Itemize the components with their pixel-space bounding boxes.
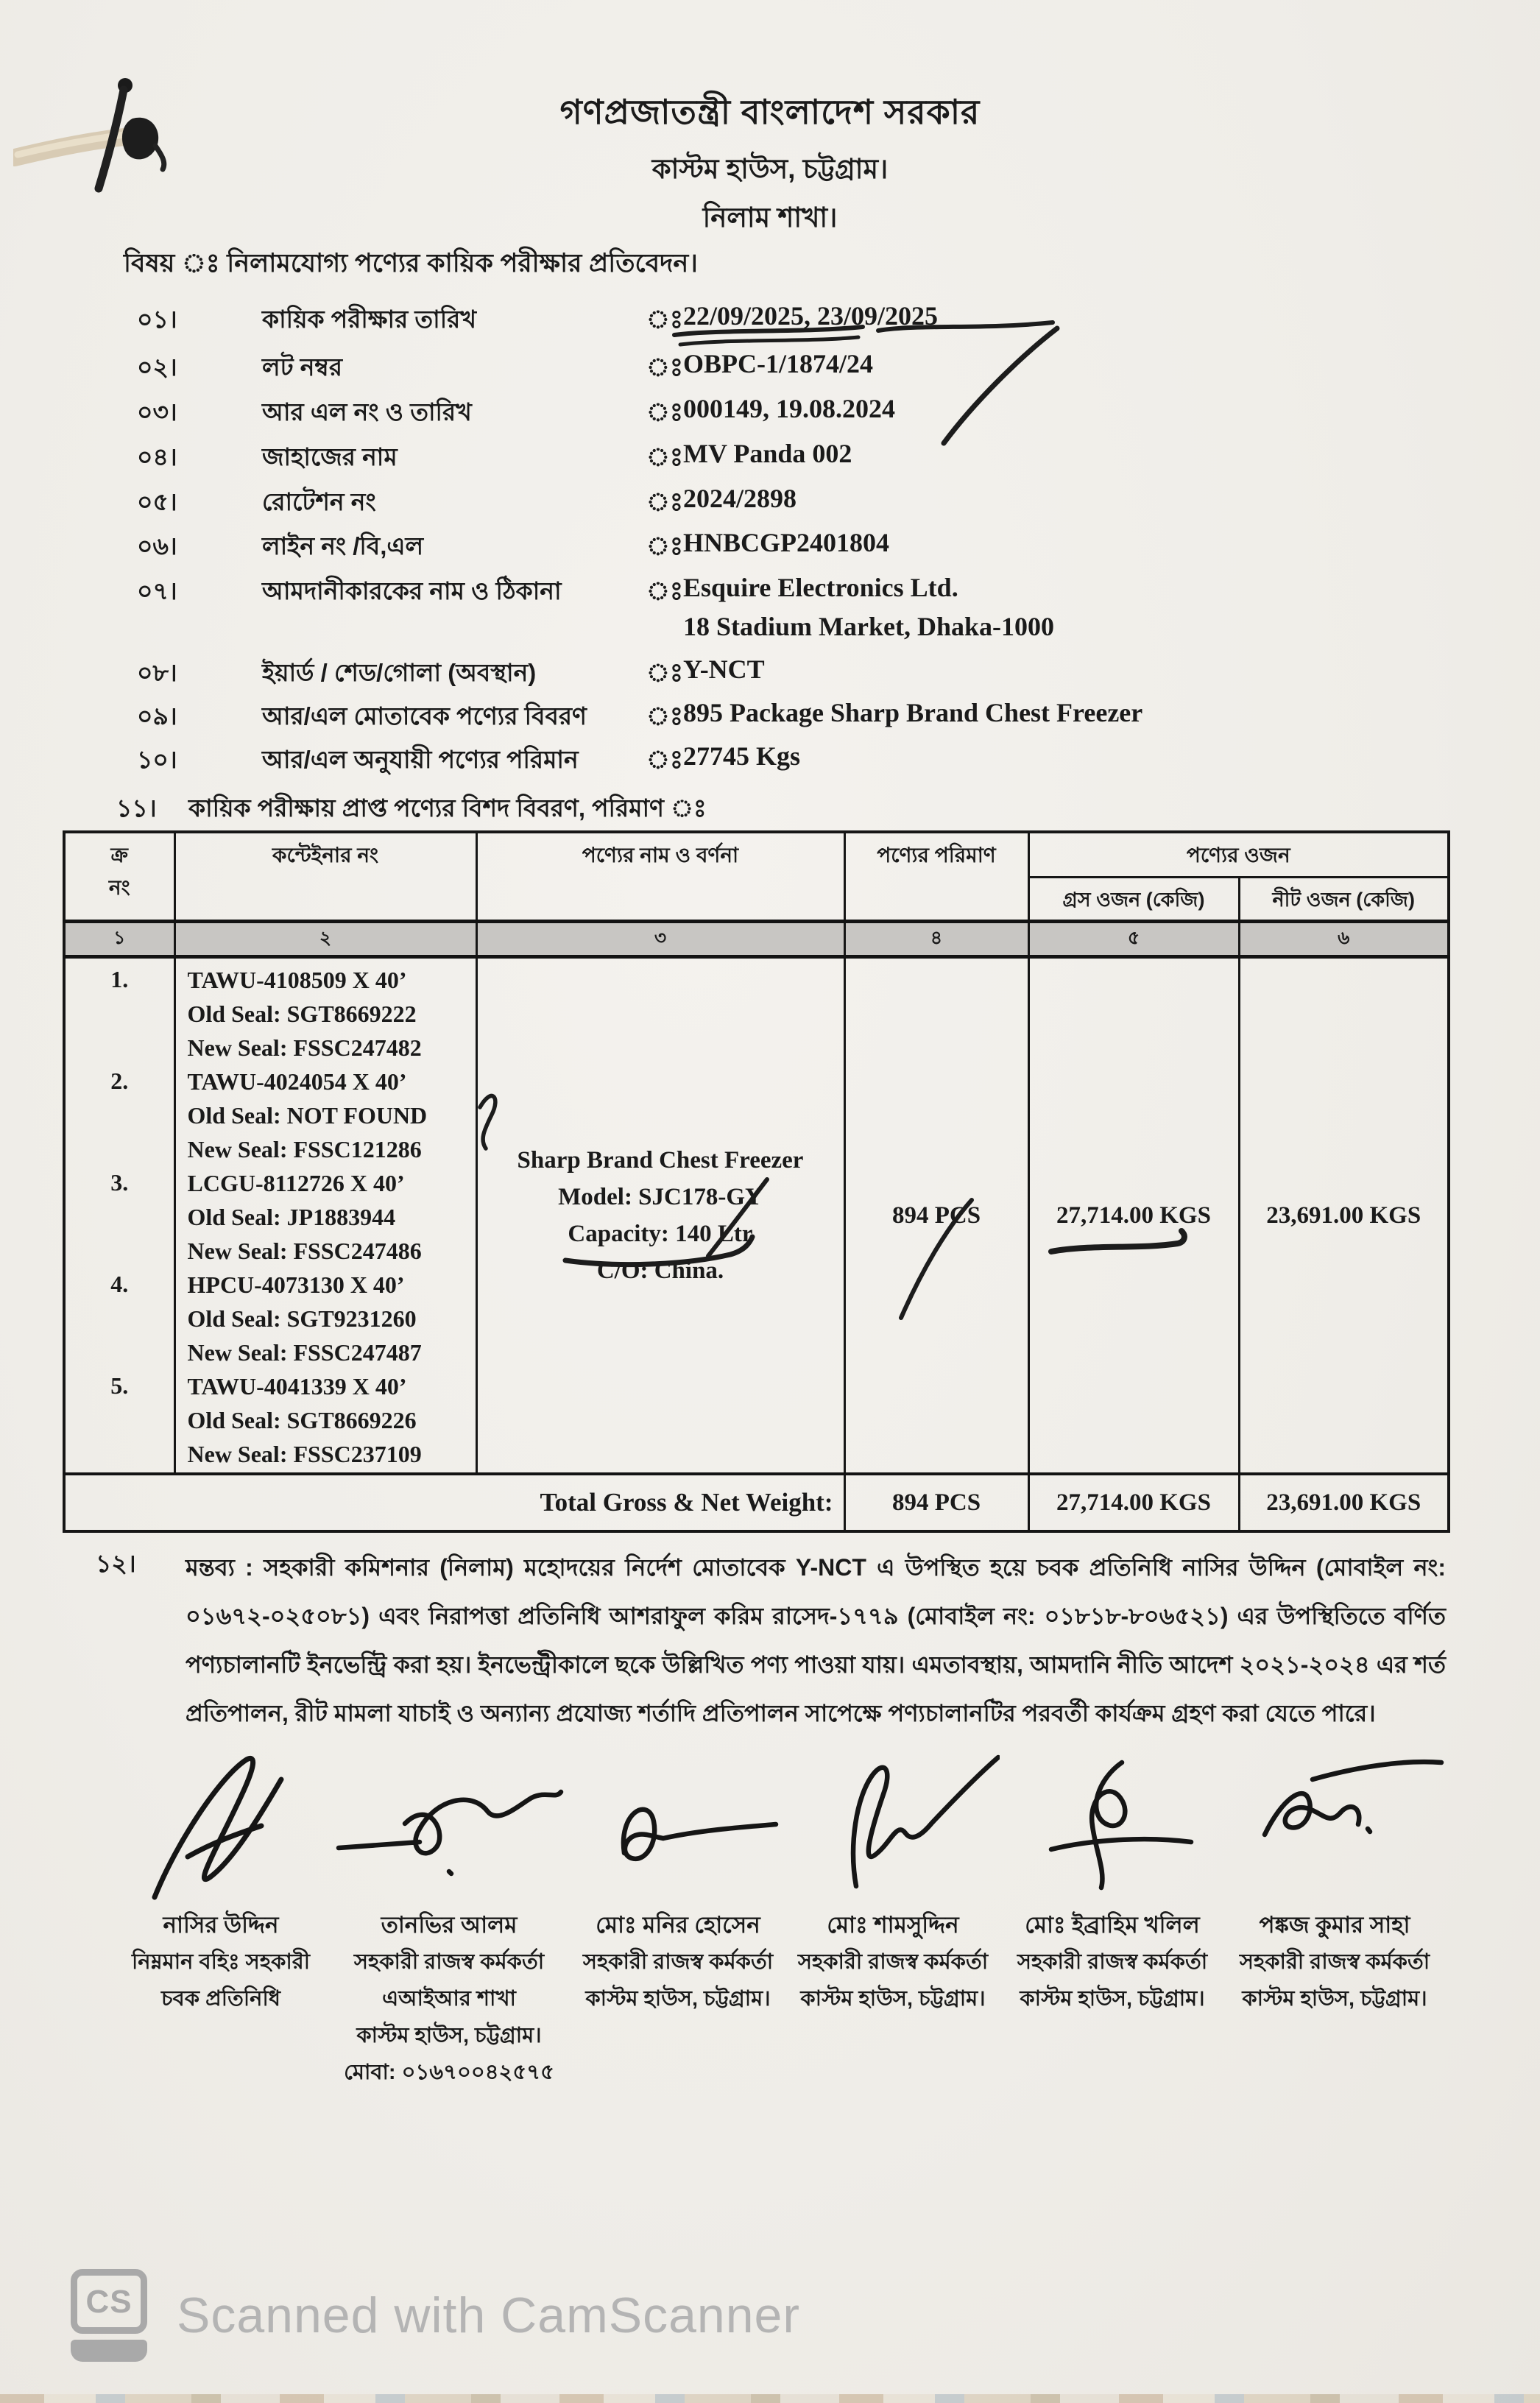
colon-separator: ঃ [646,532,683,560]
container-entry [188,1268,476,1369]
net-weight-cell: 23,691.00 KGS [1239,957,1449,1475]
signer-title: চবক প্রতিনিধি [161,1987,280,2011]
description-line: Model: SJC178-GY [558,1184,763,1210]
item-value: 27745 Kgs [683,741,801,771]
meta-row-goods-description [0,697,1540,741]
office-title: কাস্টম হাউস, চট্টগ্রাম। [651,154,889,184]
col-num-1: ১ [64,922,174,957]
item-number: ০৬। [137,532,177,560]
container-entry [188,1369,476,1471]
item-value: OBPC-1/1874/24 [683,349,873,378]
container-entry [188,1166,476,1268]
container-id: LCGU-8112726 X 40’ [187,1170,405,1196]
new-seal: New Seal: FSSC121286 [187,1136,422,1162]
item-value: 895 Package Sharp Brand Chest Freezer [683,698,1143,727]
signer-title: নিম্নমান বহিঃ সহকারী [131,1950,311,1974]
header-container: কন্টেইনার নং [174,832,476,922]
camscanner-logo-icon [71,2269,147,2362]
header-gross-weight: গ্রস ওজন (কেজি) [1028,878,1239,922]
item-value: 22/09/2025, 23/09/2025 [683,301,939,331]
old-seal: Old Seal: NOT FOUND [187,1102,428,1129]
item-number: ০৭। [137,577,177,604]
col-num-4: ৪ [844,922,1028,957]
meta-row-importer [0,572,1540,616]
meta-row-line-bl [0,527,1540,571]
signer-title: সহকারী রাজস্ব কর্মকর্তা [1017,1950,1208,1974]
signer-name: তানভির আলম [381,1912,518,1938]
camscanner-logo-letters: CS [85,2284,133,2320]
quantity-cell: 894 PCS [844,957,1028,1475]
item-number: ১২। [96,1550,136,1577]
container-serial: 1. [110,966,129,992]
signer-name: মোঃ ইব্রাহিম খলিল [1025,1912,1200,1938]
item-number: ০২। [137,353,177,381]
item-label: আর/এল মোতাবেক পণ্যের বিবরণ [262,702,587,730]
header-serial [64,832,174,922]
subject-line: বিষয় ঃ নিলামযোগ্য পণ্যের কায়িক পরীক্ষার প্রতিবেদন। [124,249,698,278]
container-column [174,957,476,1475]
item-number: ০৫। [137,488,177,515]
colon-separator: ঃ [646,577,683,605]
signature-block-4 [779,1754,1007,2017]
header-serial-line2: নং [108,876,130,899]
container-id: TAWU-4108509 X 40’ [187,967,407,993]
item-number: ০৯। [137,702,177,730]
signer-office: কাস্টম হাউস, চট্টগ্রাম। [800,1987,986,2011]
item-value: 000149, 19.08.2024 [683,394,895,423]
new-seal: New Seal: FSSC247487 [187,1339,422,1366]
column-number-row [64,922,1449,957]
signer-office: কাস্টম হাউস, চট্টগ্রাম। [356,2024,542,2047]
col-num-6: ৬ [1239,922,1449,957]
signature-scribble [571,1754,785,1907]
scan-edge-artifact [0,2394,1540,2403]
total-gross-weight: 27,714.00 KGS [1028,1474,1239,1531]
item-value: HNBCGP2401804 [683,528,890,557]
total-quantity: 894 PCS [844,1474,1028,1531]
container-serial: 3. [110,1169,129,1196]
serial-column [64,957,174,1475]
header-weight: পণ্যের ওজন [1028,832,1449,878]
goods-description-cell [476,957,844,1475]
signature-scribble [786,1754,1000,1907]
meta-row-yard-shed [0,654,1540,698]
item-number: ০১। [137,306,177,333]
item-number: ০৩। [137,398,177,426]
signature-block-3 [564,1754,792,2017]
container-serial: 5. [110,1372,129,1399]
item-number: ১০। [137,746,177,773]
description-line: C/O: China. [596,1257,724,1284]
signer-title: সহকারী রাজস্ব কর্মকর্তা [582,1950,774,1974]
meta-row-rl-number-date [0,393,1540,437]
signer-name: মোঃ মনির হোসেন [596,1912,760,1938]
camscanner-caption: Scanned with CamScanner [177,2287,801,2343]
signature-scribble [110,1754,331,1907]
meta-row-goods-quantity [0,741,1540,785]
col-num-3: ৩ [476,922,844,957]
container-id: TAWU-4024054 X 40’ [187,1068,407,1095]
container-id: HPCU-4073130 X 40’ [187,1271,405,1298]
container-serial: 2. [110,1068,129,1094]
colon-separator: ঃ [646,659,683,687]
signature-scribble [1006,1754,1219,1907]
description-line: Capacity: 140 Ltr [568,1221,753,1247]
header-serial-line1: ক্র [110,844,128,867]
camscanner-footer [71,2269,800,2362]
signer-branch: এআইআর শাখা [382,1987,516,2011]
item-label: লাইন নং /বি,এল [262,532,424,560]
government-title: গণপ্রজাতন্ত্রী বাংলাদেশ সরকার [559,93,981,131]
colon-separator: ঃ [646,746,683,774]
item-label: কায়িক পরীক্ষার তারিখ [262,306,477,333]
old-seal: Old Seal: SGT8669226 [187,1407,417,1433]
item-label: ইয়ার্ড / শেড/গোলা (অবস্থান) [262,659,537,686]
item-label: আমদানীকারকের নাম ও ঠিকানা [262,577,562,604]
importer-address-line2: 18 Stadium Market, Dhaka-1000 [683,612,1055,641]
branch-title: নিলাম শাখা। [702,202,838,233]
gross-weight-cell: 27,714.00 KGS [1028,957,1239,1475]
new-seal: New Seal: FSSC247486 [187,1238,422,1264]
item-label: লট নম্বর [262,353,343,381]
total-net-weight: 23,691.00 KGS [1239,1474,1449,1531]
colon-separator: ঃ [646,702,683,730]
signature-scribble [331,1754,567,1907]
item-number: ১১। [116,794,157,822]
section-heading-text: কায়িক পরীক্ষায় প্রাপ্ত পণ্যের বিশদ বিবরণ, পরিমাণ ঃ [188,794,707,822]
signature-block-2 [315,1754,583,2091]
new-seal: New Seal: FSSC237109 [187,1441,422,1467]
colon-separator: ঃ [646,398,683,426]
signature-scribble [1224,1754,1445,1907]
goods-examination-table [63,830,1450,1533]
container-id: TAWU-4041339 X 40’ [187,1373,407,1400]
signer-name: নাসির উদ্দিন [163,1912,279,1938]
signer-title: সহকারী রাজস্ব কর্মকর্তা [797,1950,989,1974]
container-entry [188,963,476,1065]
meta-row-rotation-number [0,483,1540,527]
old-seal: Old Seal: SGT9231260 [187,1305,417,1332]
signature-block-5 [998,1754,1226,2017]
signer-office: কাস্টম হাউস, চট্টগ্রাম। [1020,1987,1205,2011]
item-number: ০৮। [137,659,177,686]
colon-separator: ঃ [646,306,683,334]
item-label: জাহাজের নাম [262,443,398,470]
item-value: Y-NCT [683,654,765,684]
container-entry [188,1065,476,1166]
col-num-2: ২ [174,922,476,957]
item-label: রোটেশন নং [262,488,376,515]
signer-office: কাস্টম হাউস, চট্টগ্রাম। [1242,1987,1427,2011]
item-label: আর এল নং ও তারিখ [262,398,472,426]
signer-name: মোঃ শামসুদ্দিন [827,1912,959,1938]
header-net-weight: নীট ওজন (কেজি) [1239,878,1449,922]
signer-name: পঙ্কজ কুমার সাহা [1259,1912,1410,1938]
item-value: Esquire Electronics Ltd. [683,573,958,602]
header-description: পণ্যের নাম ও বর্ণনা [476,832,844,922]
signer-mobile: মোবা: ০১৬৭০০৪২৫৭৫ [344,2061,554,2084]
table-content-row [64,957,1449,1475]
col-num-5: ৫ [1028,922,1239,957]
signer-title: সহকারী রাজস্ব কর্মকর্তা [1239,1950,1430,1974]
new-seal: New Seal: FSSC247482 [187,1034,422,1061]
old-seal: Old Seal: JP1883944 [187,1204,396,1230]
table-header-row [64,832,1449,878]
item-value: 2024/2898 [683,484,797,513]
remarks-paragraph: মন্তব্য : সহকারী কমিশনার (নিলাম) মহোদয়ের নির্দেশ মোতাবেক Y-NCT এ উপস্থিত হয়ে চবক প্রতিনিধি নাসির উদ্দিন (মোবাইল নং: ০১৬৭২-০২৫০৮১) এবং নিরাপত্তা প্রতিনিধি আশরাফুল করিম রাসেদ-১৭৭৯ (মোবাইল নং: ০১৮১৮-৮০৬৫২১) এর উপস্থিতিতে বর্ণিত পণ্যচালানটি ইনভেন্ট্রি করা হয়। ইনভেন্ট্রীকালে ছকে উল্লিখিত পণ্য পাওয়া যায়। এমতাবস্থায়, আমদানি নীতি আদেশ ২০২১-২০২৪ এর শর্ত প্রতিপালন, রীট মামলা যাচাই ও অন্যান্য প্রযোজ্য শর্তাদি প্রতিপালন সাপেক্ষে পণ্যচালানটির পরবর্তী কার্যক্রম গ্রহণ করা যেতে পারে। [186,1554,1446,1726]
container-serial: 4. [110,1271,129,1297]
description-line: Sharp Brand Chest Freezer [517,1147,804,1174]
item-label: আর/এল অনুযায়ী পণ্যের পরিমান [262,746,579,773]
old-seal: Old Seal: SGT8669222 [187,1001,417,1027]
signer-title: সহকারী রাজস্ব কর্মকর্তা [353,1950,545,1974]
meta-row-lot-number [0,348,1540,392]
colon-separator: ঃ [646,443,683,471]
item-number: ০৪। [137,443,177,470]
meta-row-exam-date [0,300,1540,345]
table-total-row [64,1474,1449,1531]
signer-office: কাস্টম হাউস, চট্টগ্রাম। [585,1987,771,2011]
item-value: MV Panda 002 [683,439,852,468]
total-label: Total Gross & Net Weight: [64,1474,844,1531]
signature-block-6 [1213,1754,1456,2017]
meta-row-vessel-name [0,438,1540,482]
colon-separator: ঃ [646,488,683,516]
colon-separator: ঃ [646,353,683,381]
camscanner-logo-base [71,2340,147,2362]
header-quantity: পণ্যের পরিমাণ [844,832,1028,922]
